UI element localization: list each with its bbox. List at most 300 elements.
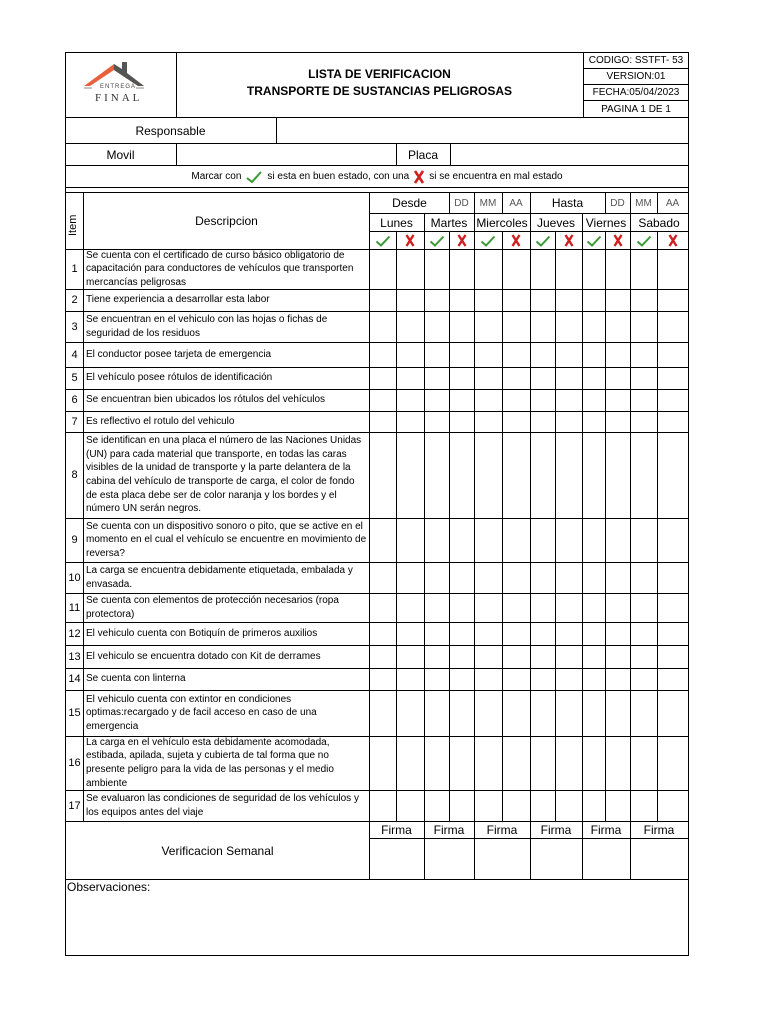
- x-cell-viernes[interactable]: [606, 691, 630, 736]
- check-cell-lunes[interactable]: [370, 737, 396, 790]
- check-cell-jueves[interactable]: [531, 737, 555, 790]
- x-cell-lunes[interactable]: [397, 669, 424, 690]
- check-cell-miercoles[interactable]: [475, 563, 502, 593]
- x-icon: [449, 232, 474, 249]
- check-cell-jueves[interactable]: [531, 691, 555, 736]
- check-cell-miercoles[interactable]: [475, 623, 502, 645]
- version-label: VERSION:01: [606, 70, 666, 82]
- item-number: 16: [68, 757, 81, 769]
- item-number: 2: [71, 294, 78, 306]
- firma-label: Firma: [433, 823, 465, 837]
- x-cell-sabado[interactable]: [658, 433, 688, 518]
- check-cell-lunes[interactable]: [370, 519, 396, 562]
- firma-label: Firma: [643, 823, 675, 837]
- check-cell-jueves[interactable]: [531, 519, 555, 562]
- item-number: 9: [71, 534, 78, 546]
- x-cell-miercoles[interactable]: [503, 250, 530, 289]
- responsable-input[interactable]: [277, 119, 688, 143]
- x-cell-lunes[interactable]: [397, 646, 424, 668]
- x-cell-jueves[interactable]: [556, 368, 582, 389]
- check-cell-sabado[interactable]: [631, 250, 657, 289]
- check-cell-martes[interactable]: [425, 646, 449, 668]
- x-cell-miercoles[interactable]: [503, 390, 530, 411]
- observaciones-label: Observaciones:: [67, 880, 151, 894]
- firma-label: Firma: [540, 823, 572, 837]
- check-cell-martes[interactable]: [425, 312, 449, 342]
- x-cell-viernes[interactable]: [606, 368, 630, 389]
- x-cell-martes[interactable]: [450, 290, 474, 311]
- check-icon: [245, 170, 263, 184]
- legend-text-1: Marcar con: [191, 171, 242, 182]
- check-cell-sabado[interactable]: [631, 646, 657, 668]
- x-cell-lunes[interactable]: [397, 737, 424, 790]
- check-cell-martes[interactable]: [425, 343, 449, 367]
- x-cell-miercoles[interactable]: [503, 412, 530, 432]
- item-description: El conductor posee tarjeta de emergencia: [86, 348, 272, 360]
- x-cell-viernes[interactable]: [606, 343, 630, 367]
- x-cell-viernes[interactable]: [606, 623, 630, 645]
- firma-label: Firma: [590, 823, 622, 837]
- x-cell-lunes[interactable]: [397, 250, 424, 289]
- x-cell-miercoles[interactable]: [503, 343, 530, 367]
- check-cell-lunes[interactable]: [370, 791, 396, 821]
- check-icon: [474, 232, 502, 249]
- x-cell-jueves[interactable]: [556, 433, 582, 518]
- check-cell-viernes[interactable]: [583, 390, 605, 411]
- check-cell-lunes[interactable]: [370, 623, 396, 645]
- x-cell-sabado[interactable]: [658, 791, 688, 821]
- x-cell-lunes[interactable]: [397, 594, 424, 622]
- day-header-viernes: Viernes: [585, 215, 627, 230]
- item-number: 5: [71, 372, 78, 384]
- check-cell-miercoles[interactable]: [475, 594, 502, 622]
- x-cell-viernes[interactable]: [606, 290, 630, 311]
- x-icon: [605, 232, 630, 249]
- item-description: Se cuenta con el certificado de curso básico obligatorio de capacitación para conductores de vehículos que transporten mercancías peligrosas: [86, 249, 354, 288]
- responsable-label: Responsable: [135, 124, 206, 138]
- x-cell-miercoles[interactable]: [503, 594, 530, 622]
- item-number: 4: [71, 348, 78, 361]
- check-cell-miercoles[interactable]: [475, 343, 502, 367]
- x-cell-miercoles[interactable]: [503, 791, 530, 821]
- x-cell-martes[interactable]: [450, 563, 474, 593]
- check-cell-jueves[interactable]: [531, 563, 555, 593]
- x-cell-jueves[interactable]: [556, 623, 582, 645]
- x-cell-miercoles[interactable]: [503, 433, 530, 518]
- check-cell-martes[interactable]: [425, 519, 449, 562]
- x-icon: [413, 170, 425, 184]
- check-cell-viernes[interactable]: [583, 563, 605, 593]
- item-number: 8: [71, 469, 78, 481]
- firma-signature-box[interactable]: [583, 839, 630, 879]
- x-cell-jueves[interactable]: [556, 290, 582, 311]
- x-cell-jueves[interactable]: [556, 691, 582, 736]
- x-icon: [555, 232, 582, 249]
- item-description: El vehículo posee rótulos de identificación: [86, 372, 273, 384]
- hasta-aa: AA: [665, 197, 680, 209]
- check-cell-martes[interactable]: [425, 390, 449, 411]
- legend-text-2: si esta en buen estado, con una: [267, 171, 410, 182]
- item-number: 12: [68, 627, 81, 640]
- x-cell-jueves[interactable]: [556, 312, 582, 342]
- check-cell-martes[interactable]: [425, 737, 449, 790]
- check-cell-lunes[interactable]: [370, 390, 396, 411]
- firma-signature-box[interactable]: [425, 839, 474, 879]
- x-cell-martes[interactable]: [450, 691, 474, 736]
- item-number: 15: [68, 707, 81, 719]
- check-cell-sabado[interactable]: [631, 594, 657, 622]
- check-cell-miercoles[interactable]: [475, 737, 502, 790]
- check-cell-lunes[interactable]: [370, 250, 396, 289]
- check-cell-martes[interactable]: [425, 433, 449, 518]
- x-cell-sabado[interactable]: [658, 623, 688, 645]
- x-cell-jueves[interactable]: [556, 390, 582, 411]
- check-cell-miercoles[interactable]: [475, 669, 502, 690]
- x-cell-martes[interactable]: [450, 250, 474, 289]
- x-cell-viernes[interactable]: [606, 646, 630, 668]
- x-cell-sabado[interactable]: [658, 290, 688, 311]
- check-cell-martes[interactable]: [425, 563, 449, 593]
- day-header-jueves: Jueves: [536, 215, 576, 230]
- check-icon: [630, 232, 657, 249]
- check-cell-jueves[interactable]: [531, 646, 555, 668]
- check-cell-lunes[interactable]: [370, 368, 396, 389]
- item-description: La carga se encuentra debidamente etiquetada, embalada y envasada.: [86, 564, 353, 590]
- check-cell-miercoles[interactable]: [475, 312, 502, 342]
- check-cell-viernes[interactable]: [583, 691, 605, 736]
- check-cell-sabado[interactable]: [631, 412, 657, 432]
- x-cell-viernes[interactable]: [606, 412, 630, 432]
- check-cell-jueves[interactable]: [531, 412, 555, 432]
- hasta-mm: MM: [635, 197, 652, 209]
- x-cell-sabado[interactable]: [658, 563, 688, 593]
- x-cell-jueves[interactable]: [556, 250, 582, 289]
- desde-mm: MM: [479, 197, 497, 209]
- x-cell-jueves[interactable]: [556, 563, 582, 593]
- check-cell-sabado[interactable]: [631, 563, 657, 593]
- check-cell-jueves[interactable]: [531, 433, 555, 518]
- x-cell-lunes[interactable]: [397, 519, 424, 562]
- x-cell-lunes[interactable]: [397, 312, 424, 342]
- fecha-label: FECHA:05/04/2023: [592, 86, 680, 98]
- pagina-label: PAGINA 1 DE 1: [601, 103, 671, 115]
- check-cell-viernes[interactable]: [583, 312, 605, 342]
- x-cell-martes[interactable]: [450, 312, 474, 342]
- x-cell-miercoles[interactable]: [503, 737, 530, 790]
- item-header: Item: [67, 214, 79, 236]
- check-cell-sabado[interactable]: [631, 691, 657, 736]
- check-cell-sabado[interactable]: [631, 623, 657, 645]
- x-cell-sabado[interactable]: [658, 343, 688, 367]
- check-cell-jueves[interactable]: [531, 669, 555, 690]
- movil-input[interactable]: [177, 144, 396, 165]
- check-cell-martes[interactable]: [425, 594, 449, 622]
- check-cell-miercoles[interactable]: [475, 519, 502, 562]
- check-cell-sabado[interactable]: [631, 312, 657, 342]
- check-cell-jueves[interactable]: [531, 312, 555, 342]
- x-cell-viernes[interactable]: [606, 737, 630, 790]
- check-icon: [530, 232, 555, 249]
- item-description: Se encuentran bien ubicados los rótulos del vehículos: [86, 394, 326, 406]
- x-cell-sabado[interactable]: [658, 390, 688, 411]
- x-cell-viernes[interactable]: [606, 563, 630, 593]
- check-cell-sabado[interactable]: [631, 343, 657, 367]
- x-icon: [657, 232, 688, 249]
- item-description: El vehiculo cuenta con Botiquín de primeros auxilios: [86, 627, 318, 639]
- x-cell-sabado[interactable]: [658, 594, 688, 622]
- marking-legend: [65, 166, 689, 187]
- check-cell-sabado[interactable]: [631, 519, 657, 562]
- firma-signature-box[interactable]: [531, 839, 582, 879]
- firma-signature-box[interactable]: [370, 839, 424, 879]
- x-cell-viernes[interactable]: [606, 669, 630, 690]
- x-cell-martes[interactable]: [450, 623, 474, 645]
- x-cell-sabado[interactable]: [658, 691, 688, 736]
- check-cell-sabado[interactable]: [631, 290, 657, 311]
- item-number: 10: [68, 571, 81, 584]
- x-cell-jueves[interactable]: [556, 519, 582, 562]
- check-cell-jueves[interactable]: [531, 791, 555, 821]
- check-cell-miercoles[interactable]: [475, 290, 502, 311]
- x-cell-viernes[interactable]: [606, 519, 630, 562]
- check-cell-lunes[interactable]: [370, 290, 396, 311]
- logo-big-text: FINAL: [95, 92, 143, 104]
- x-cell-sabado[interactable]: [658, 646, 688, 668]
- x-cell-miercoles[interactable]: [503, 646, 530, 668]
- check-cell-viernes[interactable]: [583, 290, 605, 311]
- x-cell-miercoles[interactable]: [503, 290, 530, 311]
- check-cell-martes[interactable]: [425, 412, 449, 432]
- check-cell-jueves[interactable]: [531, 594, 555, 622]
- item-number: 11: [68, 601, 81, 614]
- check-cell-viernes[interactable]: [583, 791, 605, 821]
- firma-signature-box[interactable]: [475, 839, 530, 879]
- x-cell-lunes[interactable]: [397, 691, 424, 736]
- x-cell-martes[interactable]: [450, 368, 474, 389]
- check-cell-jueves[interactable]: [531, 250, 555, 289]
- x-cell-miercoles[interactable]: [503, 368, 530, 389]
- check-cell-martes[interactable]: [425, 623, 449, 645]
- hasta-label: Hasta: [551, 196, 584, 210]
- x-cell-lunes[interactable]: [397, 623, 424, 645]
- x-cell-miercoles[interactable]: [503, 669, 530, 690]
- verificacion-semanal-label: Verificacion Semanal: [161, 843, 274, 858]
- x-cell-viernes[interactable]: [606, 250, 630, 289]
- placa-label: Placa: [407, 147, 439, 162]
- desde-label: Desde: [392, 196, 427, 210]
- check-cell-miercoles[interactable]: [475, 691, 502, 736]
- check-cell-viernes[interactable]: [583, 519, 605, 562]
- item-number: 1: [71, 263, 78, 275]
- firma-label: Firma: [486, 823, 518, 837]
- item-description: El vehiculo cuenta con extintor en condiciones optimas:recargado y de facil acceso en caso de una emergencia: [86, 693, 317, 732]
- item-description: Se cuenta con linterna: [86, 673, 186, 685]
- x-cell-jueves[interactable]: [556, 737, 582, 790]
- item-number: 14: [68, 673, 81, 685]
- check-cell-lunes[interactable]: [370, 433, 396, 518]
- x-cell-lunes[interactable]: [397, 343, 424, 367]
- x-cell-miercoles[interactable]: [503, 519, 530, 562]
- day-header-miercoles: Miercoles: [476, 215, 528, 230]
- check-cell-jueves[interactable]: [531, 390, 555, 411]
- x-cell-sabado[interactable]: [658, 519, 688, 562]
- x-cell-martes[interactable]: [450, 646, 474, 668]
- x-cell-martes[interactable]: [450, 390, 474, 411]
- item-number: 13: [68, 650, 81, 663]
- check-cell-lunes[interactable]: [370, 669, 396, 690]
- check-icon: [424, 232, 449, 249]
- check-cell-viernes[interactable]: [583, 623, 605, 645]
- item-description: Se encuentran en el vehiculo con las hojas o fichas de seguridad de los residuos: [86, 313, 328, 339]
- legend-text-3: si se encuentra en mal estado: [429, 171, 563, 182]
- check-cell-miercoles[interactable]: [475, 368, 502, 389]
- placa-input[interactable]: [451, 144, 688, 165]
- x-cell-jueves[interactable]: [556, 343, 582, 367]
- check-cell-martes[interactable]: [425, 669, 449, 690]
- x-cell-lunes[interactable]: [397, 433, 424, 518]
- x-cell-jueves[interactable]: [556, 594, 582, 622]
- check-cell-viernes[interactable]: [583, 343, 605, 367]
- check-cell-miercoles[interactable]: [475, 791, 502, 821]
- check-cell-miercoles[interactable]: [475, 390, 502, 411]
- check-cell-jueves[interactable]: [531, 343, 555, 367]
- x-cell-martes[interactable]: [450, 343, 474, 367]
- x-cell-sabado[interactable]: [658, 412, 688, 432]
- x-cell-lunes[interactable]: [397, 791, 424, 821]
- description-header: Descripcion: [195, 214, 258, 228]
- x-cell-lunes[interactable]: [397, 290, 424, 311]
- x-cell-jueves[interactable]: [556, 646, 582, 668]
- check-cell-jueves[interactable]: [531, 623, 555, 645]
- item-number: 3: [71, 320, 78, 333]
- check-icon: [369, 232, 396, 249]
- item-description: Se identifican en una placa el número de las Naciones Unidas (UN) para cada material que transporte, en todas las caras visibles de la unidad de transporte y la parte delantera de la cabina del vehículo de transporte de carga, el color de fondo de esta placa debe ser de color naranja y los bordes y el número UN serán negros.: [86, 435, 362, 515]
- check-cell-lunes[interactable]: [370, 312, 396, 342]
- x-cell-lunes[interactable]: [397, 368, 424, 389]
- x-cell-martes[interactable]: [450, 669, 474, 690]
- desde-dd: DD: [454, 197, 469, 209]
- x-cell-sabado[interactable]: [658, 669, 688, 690]
- day-header-lunes: Lunes: [380, 215, 413, 230]
- item-description: El vehiculo se encuentra dotado con Kit de derrames: [86, 650, 321, 662]
- x-cell-sabado[interactable]: [658, 368, 688, 389]
- observaciones-input[interactable]: [66, 896, 688, 954]
- x-cell-miercoles[interactable]: [503, 623, 530, 645]
- check-cell-viernes[interactable]: [583, 433, 605, 518]
- x-cell-viernes[interactable]: [606, 433, 630, 518]
- check-cell-viernes[interactable]: [583, 368, 605, 389]
- check-cell-lunes[interactable]: [370, 343, 396, 367]
- x-icon: [502, 232, 530, 249]
- firma-signature-box[interactable]: [631, 839, 688, 879]
- x-cell-viernes[interactable]: [606, 791, 630, 821]
- item-description: Se cuenta con elementos de protección necesarios (ropa protectora): [86, 594, 339, 620]
- x-cell-viernes[interactable]: [606, 594, 630, 622]
- item-description: Se cuenta con un dispositivo sonoro o pito, que se active en el momento en el cual el vehículo se encuentre en movimiento de reversa?: [86, 520, 367, 559]
- document-subtitle: TRANSPORTE DE SUSTANCIAS PELIGROSAS: [246, 84, 513, 98]
- check-cell-miercoles[interactable]: [475, 646, 502, 668]
- desde-aa: AA: [509, 197, 523, 209]
- x-cell-sabado[interactable]: [658, 737, 688, 790]
- document-title: LISTA DE VERIFICACION: [308, 67, 451, 81]
- check-cell-sabado[interactable]: [631, 737, 657, 790]
- x-cell-miercoles[interactable]: [503, 691, 530, 736]
- check-cell-sabado[interactable]: [631, 433, 657, 518]
- check-cell-viernes[interactable]: [583, 412, 605, 432]
- firma-label: Firma: [381, 823, 412, 837]
- check-cell-jueves[interactable]: [531, 368, 555, 389]
- x-cell-lunes[interactable]: [397, 563, 424, 593]
- x-cell-martes[interactable]: [450, 594, 474, 622]
- check-cell-viernes[interactable]: [583, 594, 605, 622]
- day-header-martes: Martes: [430, 215, 468, 230]
- item-description: Es reflectivo el rotulo del vehiculo: [86, 415, 235, 427]
- check-cell-sabado[interactable]: [631, 390, 657, 411]
- x-cell-martes[interactable]: [450, 412, 474, 432]
- check-cell-sabado[interactable]: [631, 669, 657, 690]
- check-cell-jueves[interactable]: [531, 290, 555, 311]
- x-cell-miercoles[interactable]: [503, 312, 530, 342]
- logo-small-text: ENTREGA: [100, 84, 137, 90]
- x-icon: [396, 232, 424, 249]
- movil-label: Movil: [106, 147, 135, 162]
- check-cell-viernes[interactable]: [583, 669, 605, 690]
- x-cell-viernes[interactable]: [606, 390, 630, 411]
- x-cell-lunes[interactable]: [397, 390, 424, 411]
- x-cell-martes[interactable]: [450, 737, 474, 790]
- check-cell-lunes[interactable]: [370, 691, 396, 736]
- x-cell-jueves[interactable]: [556, 412, 582, 432]
- x-cell-sabado[interactable]: [658, 312, 688, 342]
- x-cell-miercoles[interactable]: [503, 563, 530, 593]
- x-cell-jueves[interactable]: [556, 791, 582, 821]
- hasta-dd: DD: [610, 197, 625, 209]
- item-number: 7: [71, 415, 78, 428]
- check-cell-lunes[interactable]: [370, 412, 396, 432]
- x-cell-martes[interactable]: [450, 519, 474, 562]
- x-cell-lunes[interactable]: [397, 412, 424, 432]
- day-header-sabado: Sabado: [638, 215, 680, 230]
- codigo-label: CODIGO: SSTFT- 53: [588, 54, 684, 66]
- check-icon: [582, 232, 605, 249]
- check-cell-miercoles[interactable]: [475, 412, 502, 432]
- check-cell-viernes[interactable]: [583, 250, 605, 289]
- check-cell-martes[interactable]: [425, 368, 449, 389]
- x-cell-martes[interactable]: [450, 433, 474, 518]
- check-cell-martes[interactable]: [425, 691, 449, 736]
- item-number: 17: [68, 799, 81, 812]
- item-number: 6: [71, 394, 78, 406]
- x-cell-jueves[interactable]: [556, 669, 582, 690]
- check-cell-viernes[interactable]: [583, 646, 605, 668]
- check-cell-viernes[interactable]: [583, 737, 605, 790]
- x-cell-sabado[interactable]: [658, 250, 688, 289]
- x-cell-viernes[interactable]: [606, 312, 630, 342]
- x-cell-martes[interactable]: [450, 791, 474, 821]
- check-cell-martes[interactable]: [425, 791, 449, 821]
- check-cell-lunes[interactable]: [370, 563, 396, 593]
- check-cell-martes[interactable]: [425, 290, 449, 311]
- check-cell-miercoles[interactable]: [475, 433, 502, 518]
- check-cell-lunes[interactable]: [370, 594, 396, 622]
- item-description: Tiene experiencia a desarrollar esta labor: [86, 294, 270, 306]
- check-cell-martes[interactable]: [425, 250, 449, 289]
- check-cell-sabado[interactable]: [631, 368, 657, 389]
- item-description: La carga en el vehículo esta debidamente acomodada, estibada, apilada, sujeta y cubierta de tal forma que no presente peligro para la vida de las personas y el medio ambiente: [86, 736, 334, 789]
- check-cell-lunes[interactable]: [370, 646, 396, 668]
- check-cell-sabado[interactable]: [631, 791, 657, 821]
- check-cell-miercoles[interactable]: [475, 250, 502, 289]
